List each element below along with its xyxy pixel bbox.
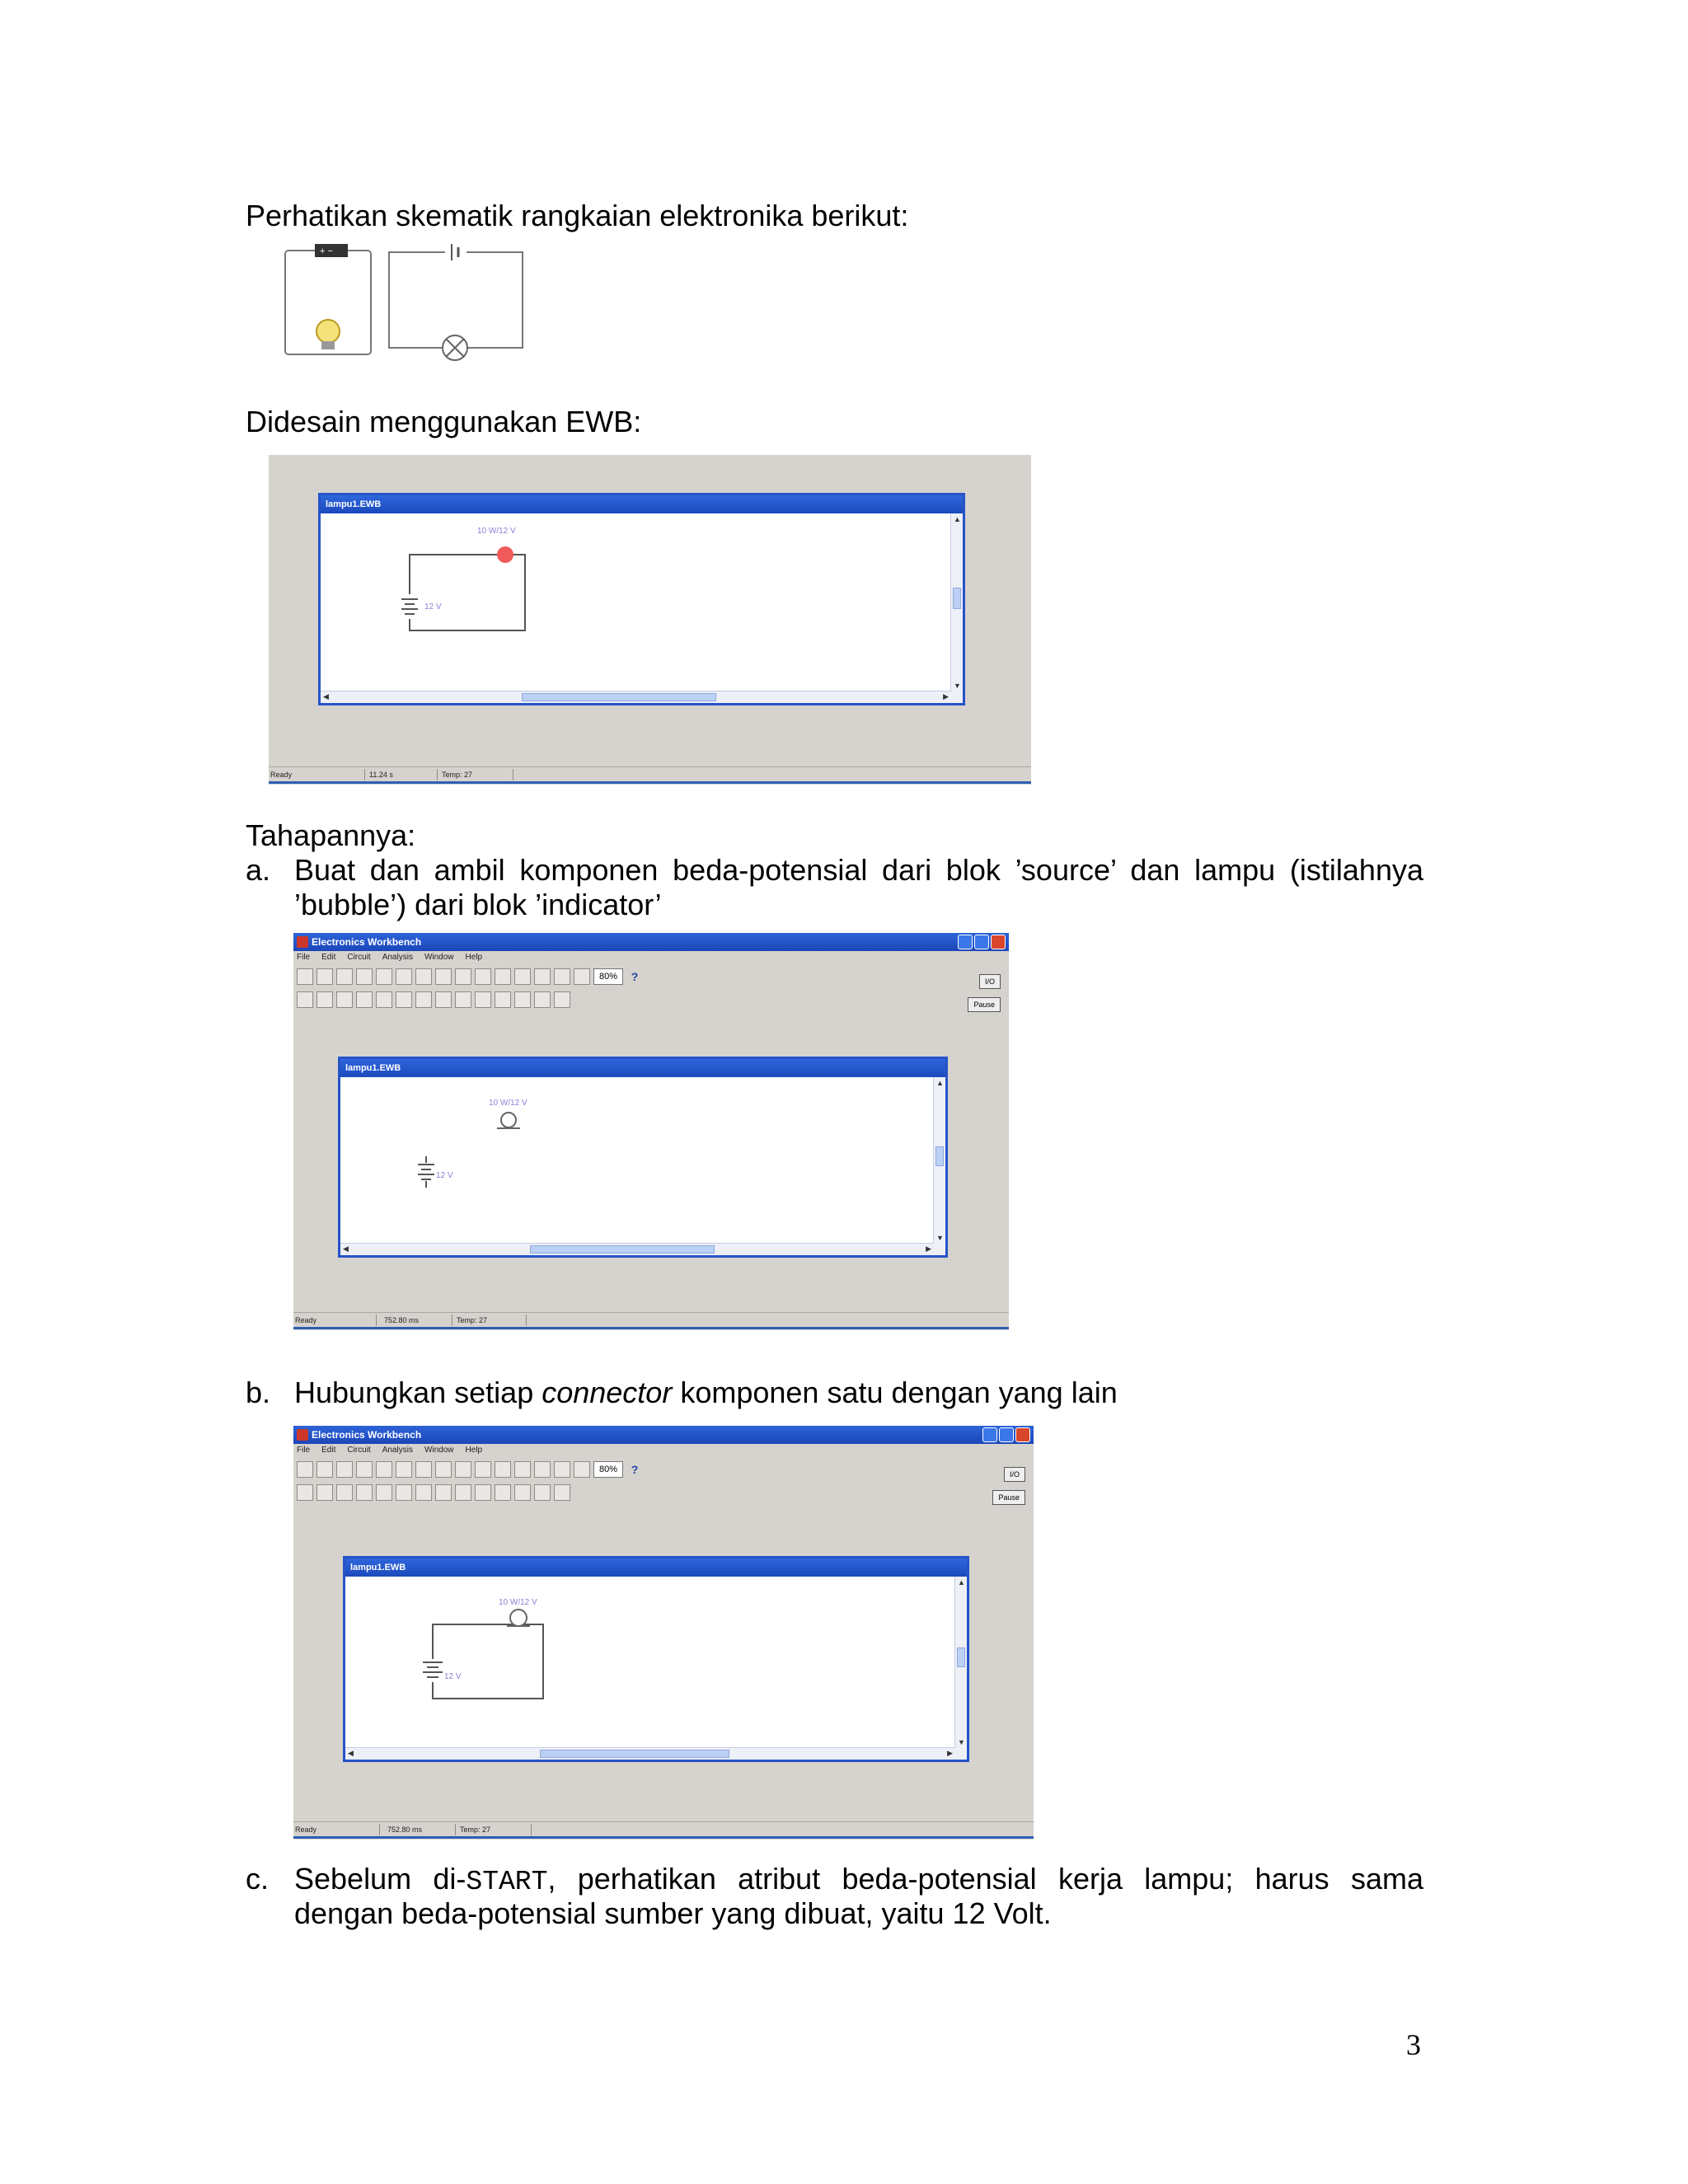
status-temp: Temp: 27 bbox=[460, 1825, 491, 1834]
vertical-scroll-thumb[interactable] bbox=[957, 1647, 965, 1667]
menu-analysis[interactable]: Analysis bbox=[382, 1446, 413, 1455]
controls-parts-icon[interactable] bbox=[514, 1484, 531, 1501]
circuit-window[interactable] bbox=[318, 493, 965, 705]
sources-parts-icon[interactable] bbox=[316, 991, 333, 1008]
save-icon[interactable] bbox=[336, 1461, 353, 1478]
vertical-scrollbar[interactable] bbox=[950, 513, 963, 703]
menu-edit[interactable]: Edit bbox=[321, 953, 336, 962]
step-c-post: , perhatikan atribut beda-potensial kerja lampu; harus sama bbox=[547, 1862, 1423, 1896]
horizontal-scroll-thumb[interactable] bbox=[522, 693, 716, 701]
zoom-out-icon[interactable] bbox=[554, 1461, 570, 1478]
indicators-parts-icon[interactable] bbox=[495, 1484, 511, 1501]
menu-window[interactable]: Window bbox=[424, 953, 454, 962]
new-file-icon[interactable] bbox=[297, 1461, 313, 1478]
status-ready: Ready bbox=[295, 1316, 317, 1324]
ewb-screenshot-3 bbox=[293, 1426, 1034, 1840]
mixed-ic-parts-icon[interactable] bbox=[415, 1484, 432, 1501]
lamp-label: 10 W/12 V bbox=[477, 527, 516, 536]
parts-toolbar bbox=[297, 1482, 570, 1503]
app-titlebar[interactable] bbox=[293, 1426, 1034, 1444]
close-icon[interactable] bbox=[991, 935, 1006, 949]
graph-icon[interactable] bbox=[514, 1461, 531, 1478]
status-ready: Ready bbox=[270, 771, 293, 779]
transistors-parts-icon[interactable] bbox=[376, 1484, 392, 1501]
lamp-label: 10 W/12 V bbox=[499, 1598, 537, 1607]
open-folder-icon[interactable] bbox=[316, 1461, 333, 1478]
scroll-right-icon[interactable]: ▶ bbox=[943, 692, 949, 701]
intro-text: Perhatikan skematik rangkaian elektronika berikut: bbox=[246, 199, 909, 232]
step-c-line1 bbox=[294, 1861, 1423, 1900]
horizontal-scroll-thumb[interactable] bbox=[530, 1245, 715, 1254]
app-title: Electronics Workbench bbox=[312, 1429, 422, 1441]
pictorial-circuit bbox=[285, 244, 371, 354]
symbolic-circuit bbox=[389, 244, 523, 360]
scroll-left-icon[interactable]: ◀ bbox=[343, 1244, 349, 1253]
app-icon bbox=[297, 936, 308, 948]
step-c-line2: dengan beda-potensial sumber yang dibuat, yaitu 12 Volt. bbox=[294, 1896, 1052, 1930]
rotate-icon[interactable] bbox=[435, 968, 452, 985]
status-bar bbox=[293, 1312, 1009, 1328]
maximize-icon[interactable] bbox=[974, 935, 989, 949]
vertical-scroll-thumb[interactable] bbox=[935, 1146, 944, 1166]
ewb-screenshot-1 bbox=[269, 455, 1031, 785]
vertical-scroll-thumb[interactable] bbox=[953, 588, 961, 609]
circuit-window-title: lampu1.EWB bbox=[340, 1059, 945, 1077]
parts-toolbar bbox=[297, 989, 570, 1010]
step-b-marker: b. bbox=[246, 1376, 271, 1409]
maximize-icon[interactable] bbox=[999, 1427, 1014, 1442]
circuit-canvas[interactable] bbox=[321, 513, 947, 687]
battery-label: 12 V bbox=[436, 1171, 453, 1180]
step-c-marker: c. bbox=[246, 1862, 270, 1896]
menu-circuit[interactable]: Circuit bbox=[347, 1446, 371, 1455]
menu-help[interactable]: Help bbox=[465, 953, 483, 962]
app-icon bbox=[297, 1429, 308, 1441]
logic-gates-parts-icon[interactable] bbox=[455, 991, 471, 1008]
menu-analysis[interactable]: Analysis bbox=[382, 953, 413, 962]
help-icon[interactable]: ? bbox=[631, 1463, 639, 1476]
analog-ic-parts-icon[interactable] bbox=[396, 1484, 412, 1501]
scroll-left-icon[interactable]: ◀ bbox=[348, 1749, 354, 1757]
transistors-parts-icon[interactable] bbox=[376, 991, 392, 1008]
status-temp: Temp: 27 bbox=[442, 771, 473, 779]
pause-button[interactable]: Pause bbox=[992, 1490, 1025, 1505]
status-temp: Temp: 27 bbox=[457, 1316, 488, 1324]
digital-parts-icon[interactable] bbox=[475, 1484, 491, 1501]
digital-ic-parts-icon[interactable] bbox=[435, 991, 452, 1008]
horizontal-scrollbar[interactable] bbox=[345, 1747, 955, 1760]
circuit-window[interactable] bbox=[338, 1057, 948, 1258]
scroll-down-icon[interactable]: ▼ bbox=[936, 1234, 944, 1242]
battery-label: 12 V bbox=[424, 602, 442, 612]
basic-parts-icon[interactable] bbox=[336, 991, 353, 1008]
schematic-figure bbox=[280, 239, 528, 363]
component-properties-icon[interactable] bbox=[534, 1461, 551, 1478]
menu-bar bbox=[293, 1444, 1034, 1457]
zoom-select[interactable]: 80% bbox=[593, 1461, 623, 1478]
scroll-down-icon[interactable]: ▼ bbox=[954, 682, 961, 690]
instruments-icon[interactable] bbox=[554, 1484, 570, 1501]
zoom-out-icon[interactable] bbox=[554, 968, 570, 985]
rotate-icon[interactable] bbox=[435, 1461, 452, 1478]
step-c-code: START bbox=[466, 1867, 548, 1897]
paste-icon[interactable] bbox=[415, 968, 432, 985]
battery-label: 12 V bbox=[444, 1672, 462, 1681]
flip-horizontal-icon[interactable] bbox=[455, 1461, 471, 1478]
power-switch-icon[interactable]: I/O bbox=[979, 974, 1001, 989]
status-time: 752.80 ms bbox=[387, 1825, 423, 1834]
vertical-scrollbar[interactable] bbox=[933, 1077, 945, 1255]
step-b-text bbox=[294, 1375, 1118, 1410]
print-icon[interactable] bbox=[356, 1461, 373, 1478]
step-b-emphasis: connector bbox=[542, 1376, 673, 1409]
digital-parts-icon[interactable] bbox=[475, 991, 491, 1008]
digital-ic-parts-icon[interactable] bbox=[435, 1484, 452, 1501]
subcircuit-icon[interactable] bbox=[495, 1461, 511, 1478]
step-b-post: komponen satu dengan yang lain bbox=[672, 1376, 1118, 1409]
circuit-window-title: lampu1.EWB bbox=[321, 495, 963, 513]
step-c-pre: Sebelum di- bbox=[294, 1862, 467, 1896]
status-bar bbox=[269, 766, 1031, 782]
mixed-ic-parts-icon[interactable] bbox=[415, 991, 432, 1008]
status-ready: Ready bbox=[295, 1825, 317, 1834]
step-a-marker: a. bbox=[246, 853, 271, 887]
menu-circuit[interactable]: Circuit bbox=[347, 953, 371, 962]
miscellaneous-parts-icon[interactable] bbox=[534, 991, 551, 1008]
zoom-in-icon[interactable] bbox=[574, 1461, 590, 1478]
scroll-up-icon[interactable]: ▲ bbox=[954, 515, 961, 523]
graph-icon[interactable] bbox=[514, 968, 531, 985]
pause-button[interactable]: Pause bbox=[968, 997, 1001, 1012]
cut-icon[interactable] bbox=[376, 1461, 392, 1478]
lamp-label: 10 W/12 V bbox=[489, 1099, 528, 1108]
circuit-canvas[interactable] bbox=[345, 1577, 955, 1750]
paste-icon[interactable] bbox=[415, 1461, 432, 1478]
favorites-parts-icon[interactable] bbox=[297, 991, 313, 1008]
app-title: Electronics Workbench bbox=[312, 936, 422, 948]
circuit-canvas[interactable] bbox=[340, 1077, 934, 1242]
menu-edit[interactable]: Edit bbox=[321, 1446, 336, 1455]
save-icon[interactable] bbox=[336, 968, 353, 985]
copy-icon[interactable] bbox=[396, 1461, 412, 1478]
steps-title: Tahapannya: bbox=[246, 818, 416, 852]
flip-horizontal-icon[interactable] bbox=[455, 968, 471, 985]
scroll-left-icon[interactable]: ◀ bbox=[323, 692, 329, 701]
scroll-up-icon[interactable]: ▲ bbox=[936, 1079, 944, 1087]
basic-parts-icon[interactable] bbox=[336, 1484, 353, 1501]
diodes-parts-icon[interactable] bbox=[356, 1484, 373, 1501]
subcircuit-icon[interactable] bbox=[495, 968, 511, 985]
instruments-icon[interactable] bbox=[554, 991, 570, 1008]
circuit-window[interactable] bbox=[343, 1556, 969, 1762]
open-folder-icon[interactable] bbox=[316, 968, 333, 985]
menu-help[interactable]: Help bbox=[465, 1446, 483, 1455]
status-time: 752.80 ms bbox=[384, 1316, 420, 1324]
miscellaneous-parts-icon[interactable] bbox=[534, 1484, 551, 1501]
minimize-icon[interactable] bbox=[982, 1427, 997, 1442]
minimize-icon[interactable] bbox=[958, 935, 973, 949]
lamp-icon bbox=[510, 1610, 527, 1626]
menu-file[interactable]: File bbox=[297, 953, 311, 962]
page-number: 3 bbox=[1406, 2028, 1421, 2061]
step-a-line2: ’bubble’) dari blok ’indicator’ bbox=[294, 888, 662, 921]
zoom-in-icon[interactable] bbox=[574, 968, 590, 985]
scroll-down-icon[interactable]: ▼ bbox=[958, 1738, 965, 1746]
flip-vertical-icon[interactable] bbox=[475, 1461, 491, 1478]
horizontal-scrollbar[interactable] bbox=[340, 1243, 934, 1255]
step-b-pre: Hubungkan setiap bbox=[294, 1376, 542, 1409]
step-a-line1: Buat dan ambil komponen beda-potensial dari blok ’source’ dan lampu (istilahnya bbox=[294, 853, 1423, 887]
main-toolbar bbox=[297, 1459, 643, 1480]
flip-vertical-icon[interactable] bbox=[475, 968, 491, 985]
lamp-on-icon bbox=[497, 546, 513, 563]
scroll-right-icon[interactable]: ▶ bbox=[926, 1244, 931, 1253]
vertical-scrollbar[interactable] bbox=[954, 1577, 967, 1760]
new-file-icon[interactable] bbox=[297, 968, 313, 985]
analog-ic-parts-icon[interactable] bbox=[396, 991, 412, 1008]
indicators-parts-icon[interactable] bbox=[495, 991, 511, 1008]
svg-text:+ −: + − bbox=[320, 246, 333, 256]
copy-icon[interactable] bbox=[396, 968, 412, 985]
logic-gates-parts-icon[interactable] bbox=[455, 1484, 471, 1501]
main-toolbar bbox=[297, 966, 643, 987]
component-properties-icon[interactable] bbox=[534, 968, 551, 985]
zoom-select[interactable]: 80% bbox=[593, 968, 623, 985]
lamp-icon bbox=[501, 1113, 516, 1127]
scroll-right-icon[interactable]: ▶ bbox=[947, 1749, 953, 1757]
help-icon[interactable]: ? bbox=[631, 970, 639, 983]
menu-window[interactable]: Window bbox=[424, 1446, 454, 1455]
power-switch-icon[interactable]: I/O bbox=[1004, 1467, 1025, 1482]
print-icon[interactable] bbox=[356, 968, 373, 985]
horizontal-scroll-thumb[interactable] bbox=[540, 1750, 729, 1758]
circuit-window-title: lampu1.EWB bbox=[345, 1558, 967, 1577]
status-bar bbox=[293, 1821, 1034, 1837]
menu-bar bbox=[293, 951, 1009, 964]
menu-file[interactable]: File bbox=[297, 1446, 311, 1455]
controls-parts-icon[interactable] bbox=[514, 991, 531, 1008]
favorites-parts-icon[interactable] bbox=[297, 1484, 313, 1501]
designed-text: Didesain menggunakan EWB: bbox=[246, 405, 642, 438]
diodes-parts-icon[interactable] bbox=[356, 991, 373, 1008]
cut-icon[interactable] bbox=[376, 968, 392, 985]
sources-parts-icon[interactable] bbox=[316, 1484, 333, 1501]
app-titlebar[interactable] bbox=[293, 933, 1009, 951]
horizontal-scrollbar[interactable] bbox=[321, 691, 951, 703]
close-icon[interactable] bbox=[1015, 1427, 1030, 1442]
status-time: 11.24 s bbox=[369, 771, 393, 779]
scroll-up-icon[interactable]: ▲ bbox=[958, 1578, 965, 1586]
ewb-screenshot-2 bbox=[293, 933, 1009, 1330]
